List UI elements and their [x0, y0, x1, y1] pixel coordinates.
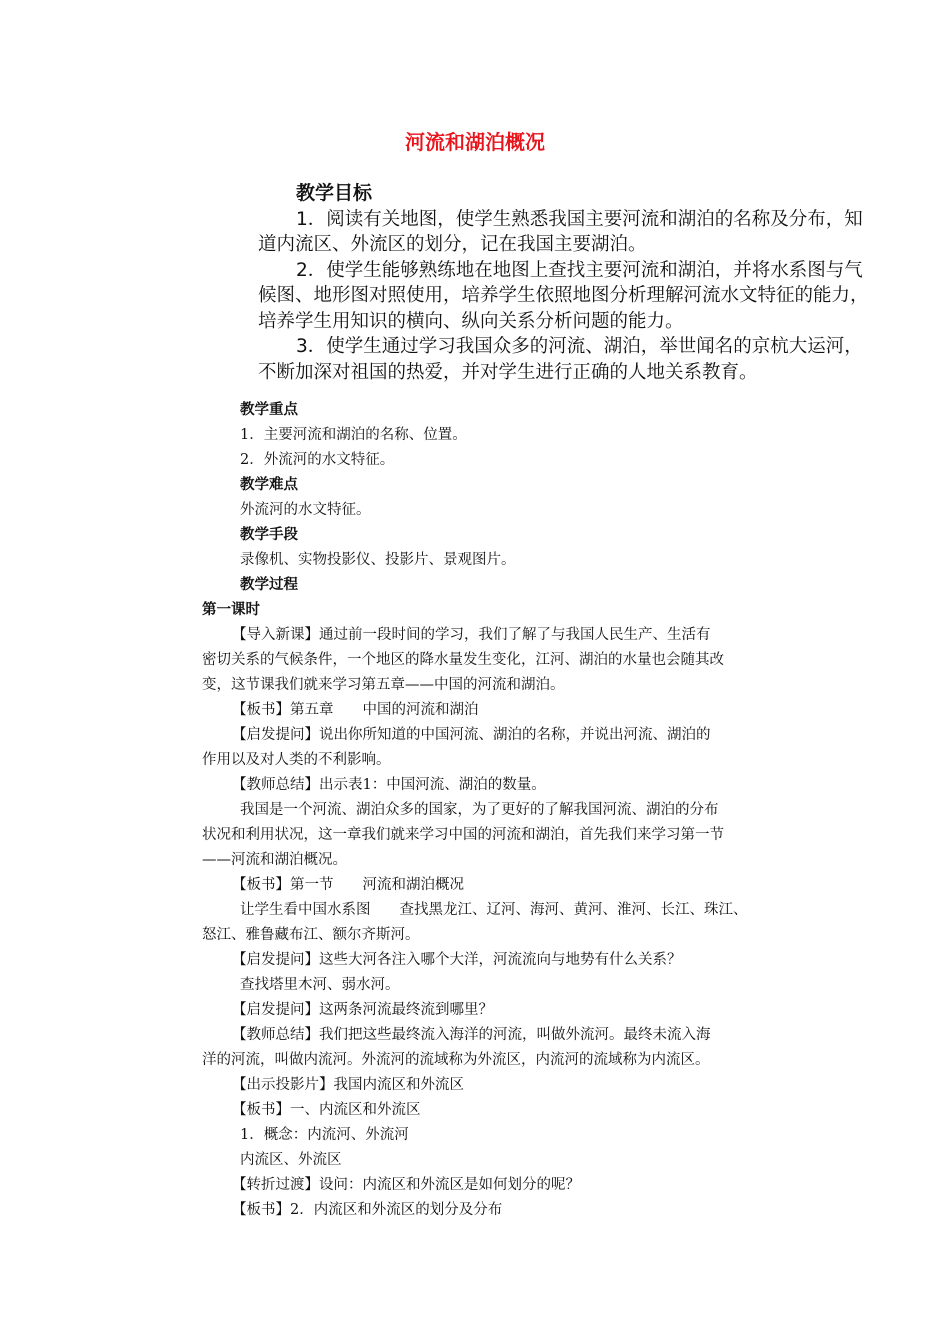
body-line: 洋的河流，叫做内流河。外流河的流域称为外流区，内流河的流域称为内流区。: [202, 1052, 710, 1068]
section-heading: 教学过程: [240, 576, 298, 593]
body-line: 【教师总结】出示表1：中国河流、湖泊的数量。: [232, 777, 546, 793]
document-title: 河流和湖泊概况: [405, 130, 545, 154]
body-line: 【板书】第一节 河流和湖泊概况: [232, 877, 464, 893]
section-heading: 教学手段: [240, 526, 298, 543]
body-line: 怒江、雅鲁藏布江、额尔齐斯河。: [202, 927, 420, 943]
body-line: 录像机、实物投影仪、投影片、景观图片。: [240, 552, 516, 568]
body-line: ——河流和湖泊概况。: [202, 852, 347, 868]
body-line: 1．主要河流和湖泊的名称、位置。: [240, 427, 467, 443]
section-heading: 教学难点: [240, 476, 298, 493]
body-line: 内流区、外流区: [240, 1152, 342, 1168]
body-line: 【板书】一、内流区和外流区: [232, 1102, 421, 1118]
body-line: 【转折过渡】设问：内流区和外流区是如何划分的呢？: [232, 1177, 580, 1193]
body-line: 【板书】第五章 中国的河流和湖泊: [232, 702, 479, 718]
body-line: 【启发提问】这两条河流最终流到哪里？: [232, 1002, 493, 1018]
body-line: 【导入新课】通过前一段时间的学习，我们了解了与我国人民生产、生活有: [232, 627, 711, 643]
body-line: 让学生看中国水系图 查找黑龙江、辽河、海河、黄河、淮河、长江、珠江、: [240, 902, 748, 918]
body-line: 1．概念：内流河、外流河: [240, 1127, 409, 1143]
body-line: 【教师总结】我们把这些最终流入海洋的河流，叫做外流河。最终未流入海: [232, 1027, 711, 1043]
section-heading: 教学重点: [240, 401, 298, 418]
objective-item: 1．阅读有关地图，使学生熟悉我国主要河流和湖泊的名称及分布，知道内流区、外流区的划分，记在我国主要湖泊。: [258, 208, 863, 255]
body-line: 密切关系的气候条件，一个地区的降水量发生变化，江河、湖泊的水量也会随其改: [202, 652, 724, 668]
body-line: 我国是一个河流、湖泊众多的国家，为了更好的了解我国河流、湖泊的分布: [240, 802, 719, 818]
body-line: 【板书】2．内流区和外流区的划分及分布: [232, 1202, 503, 1218]
body-line: 状况和利用状况，这一章我们就来学习中国的河流和湖泊，首先我们来学习第一节: [202, 827, 724, 843]
body-line: 外流河的水文特征。: [240, 502, 371, 518]
section-heading: 第一课时: [202, 601, 260, 618]
objective-item: 2．使学生能够熟练地在地图上查找主要河流和湖泊，并将水系图与气候图、地形图对照使用，培养学生依照地图分析理解河流水文特征的能力，培养学生用知识的横向、纵向关系分析问题的能力。: [258, 259, 869, 332]
body-line: 变，这节课我们就来学习第五章——中国的河流和湖泊。: [202, 677, 565, 693]
body-line: 【出示投影片】我国内流区和外流区: [232, 1077, 464, 1093]
body-line: 2．外流河的水文特征。: [240, 452, 395, 468]
body-line: 【启发提问】这些大河各注入哪个大洋，河流流向与地势有什么关系？: [232, 952, 682, 968]
teaching-objectives-section: [258, 181, 878, 385]
body-line: 查找塔里木河、弱水河。: [240, 977, 400, 993]
objective-item: 3．使学生通过学习我国众多的河流、湖泊，举世闻名的京杭大运河，不断加深对祖国的热爱，并对学生进行正确的人地关系教育。: [258, 336, 863, 383]
body-line: 作用以及对人类的不利影响。: [202, 752, 391, 768]
body-line: 【启发提问】说出你所知道的中国河流、湖泊的名称，并说出河流、湖泊的: [232, 727, 711, 743]
objectives-heading: 教学目标: [296, 182, 373, 204]
